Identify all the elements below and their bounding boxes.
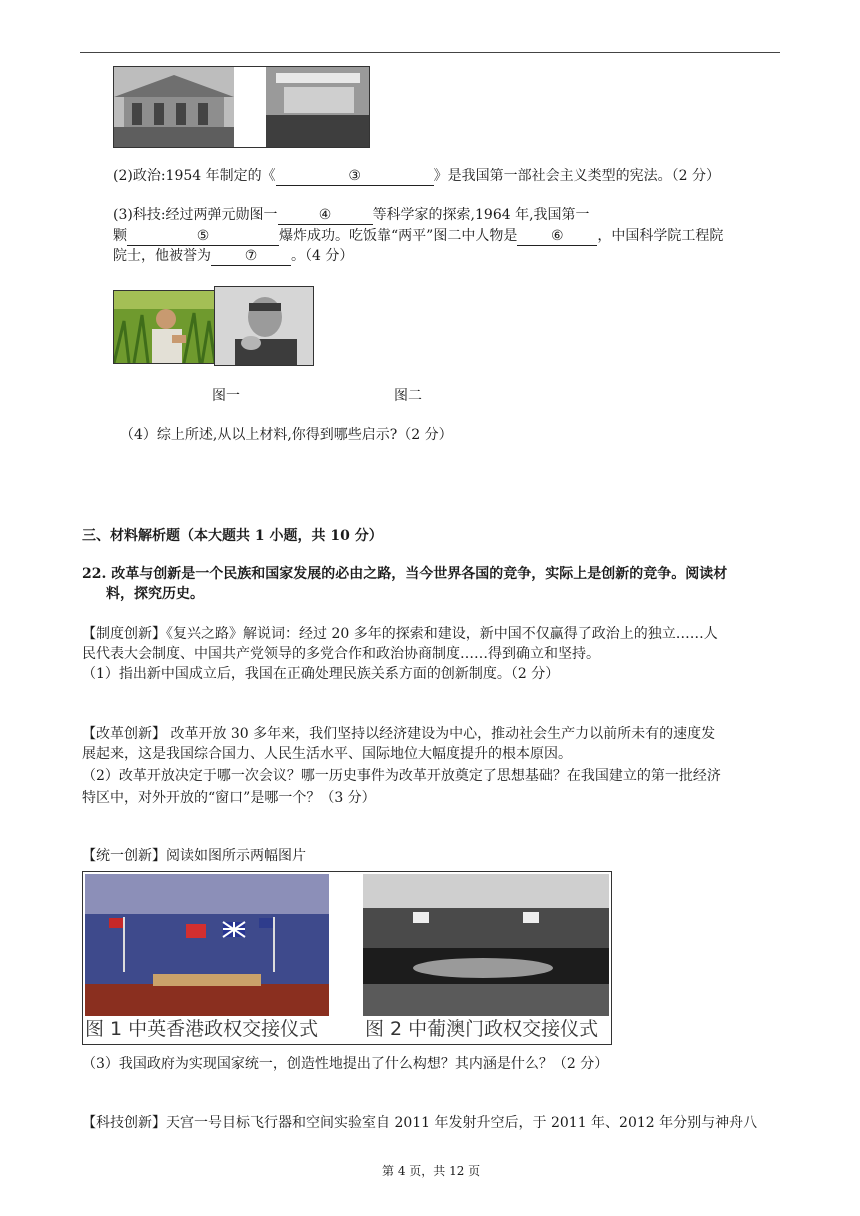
question-2-line-1: （2）改革开放决定于哪一次会议？哪一历史事件为改革开放奠定了思想基础？在我国建立的第一批经济: [82, 768, 721, 784]
q3-blank-6[interactable]: ⑥: [517, 228, 597, 246]
reform-innovation-line-1: 【改革创新】 改革开放 30 多年来，我们坚持以经济建设为中心，推动社会生产力以前所未有的速度发: [82, 726, 716, 742]
question-2-line-2: 特区中，对外开放的“窗口”是哪一个？（3 分）: [82, 790, 376, 806]
image-two-caption: 图 2 中葡澳门政权交接仪式: [365, 1018, 599, 1040]
q2-blank[interactable]: ③: [276, 168, 434, 186]
figure-one-image: [114, 291, 215, 363]
q3-line-3: [113, 246, 353, 266]
q3-blank-5[interactable]: ⑤: [127, 228, 279, 246]
q3-text-c: 颗: [113, 228, 127, 244]
q2-line: [113, 166, 720, 186]
q3-line-1: [113, 205, 590, 225]
question-1: （1）指出新中国成立后，我国在正确处理民族关系方面的创新制度。（2 分）: [82, 666, 560, 682]
unification-innovation-intro: 【统一创新】阅读如图所示两幅图片: [82, 848, 306, 864]
q3-line-2: [113, 226, 723, 246]
q3-text-b: 等科学家的探索,1964 年,我国第一: [372, 207, 590, 223]
section-three-heading: 三、材料解析题（本大题共 1 小题，共 10 分）: [82, 528, 383, 544]
q3-blank-4[interactable]: ④: [278, 207, 373, 225]
reform-innovation-line-2: 展起来，这是我国综合国力、人民生活水平、国际地位大幅度提升的根本原因。: [82, 746, 572, 762]
page-footer: 第 4 页，共 12 页: [382, 1164, 481, 1178]
q2-text: (2)政治:1954 年制定的《: [113, 168, 276, 184]
q22-line-1: 22. 改革与创新是一个民族和国家发展的必由之路，当今世界各国的竞争，实际上是创新的竞争。阅读材: [82, 566, 728, 582]
figure-two-photo: [214, 286, 314, 366]
q22-line-2: 料，探究历史。: [106, 586, 204, 602]
q2-text-end: 》是我国第一部社会主义类型的宪法。（2 分）: [433, 168, 720, 184]
tech-innovation-line: 【科技创新】天宫一号目标飞行器和空间实验室自 2011 年发射升空后，于 2011 年、2012 年分别与神舟八: [82, 1115, 758, 1131]
handover-photos: [82, 871, 612, 1045]
q3-text-d: 爆炸成功。吃饭靠“两平”图二中人物是: [279, 228, 518, 244]
q3-text-e: ，中国科学院工程院: [597, 228, 724, 244]
question-3: （3）我国政府为实现国家统一，创造性地提出了什么构想？其内涵是什么？（2 分）: [82, 1056, 609, 1072]
q3-blank-7[interactable]: ⑦: [211, 248, 291, 266]
top-photos-image: [114, 67, 369, 147]
q4-text: （4）综上所述,从以上材料,你得到哪些启示?（2 分）: [120, 427, 453, 443]
figure-one-caption: 图一: [212, 388, 240, 404]
institutional-innovation-line-1: 【制度创新】《复兴之路》解说词：经过 20 多年的探索和建设，新中国不仅赢得了政治上的独立……人: [82, 626, 718, 642]
figure-one-photo: [113, 290, 216, 364]
q3-text-a: (3)科技:经过两弹元勋图一: [113, 207, 278, 223]
figure-two-image: [215, 287, 313, 365]
header-rule: [80, 52, 780, 53]
q3-text-f: 院士，他被誉为: [113, 248, 211, 264]
image-one-caption: 图 1 中英香港政权交接仪式: [85, 1018, 319, 1040]
top-photo-strip: [113, 66, 370, 148]
institutional-innovation-line-2: 民代表大会制度、中国共产党领导的多党合作和政治协商制度……得到确立和坚持。: [82, 646, 600, 662]
figure-two-caption: 图二: [394, 388, 422, 404]
q3-text-g: 。（4 分）: [291, 248, 354, 264]
